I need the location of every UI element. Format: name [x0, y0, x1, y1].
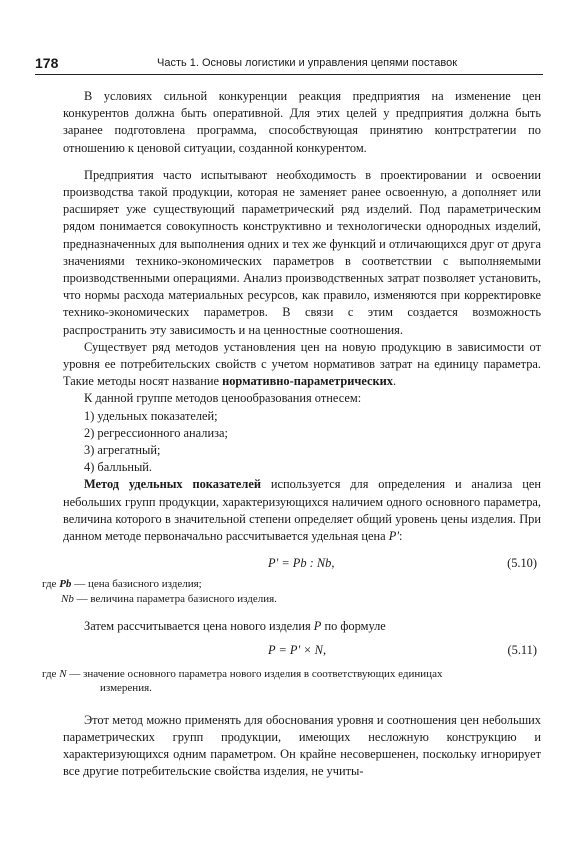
paragraph-5: Метод удельных показателей используется для определения и анализа цен небольших групп продукции, характеризующихся наличием одного основного параметра, величина которого в значительной степени определяет общий уровень цены изделия. При данном методе первоначально рассчитывается удельная цена P':	[63, 477, 541, 544]
formula-5-10	[63, 555, 541, 574]
formula-5-11-legend-line2: измерения.	[100, 682, 152, 695]
list-item: 3) агрегатный;	[84, 443, 161, 458]
paragraph-7: Этот метод можно применять для обоснования уровня и соотношения цен небольших параметрических групп продукции, имеющих несложную конструкцию и характеризующихся одним параметром. Он крайне несовершенен, поскольку игнорирует все другие потребительские свойства изделия, не учиты-	[63, 712, 541, 779]
paragraph-1: В условиях сильной конкуренции реакция предприятия на изменение цен конкурентов должна быть оперативной. Для этих целей у предприятия должна быть заранее подготовлена программа, способствующая принятию контрстратегии по отношению к ценовой ситуации, созданной конкурентом.	[63, 89, 541, 155]
formula-number: (5.10)	[507, 556, 537, 571]
formula-5-11	[63, 642, 541, 661]
page-header	[35, 56, 543, 75]
page-number: 178	[35, 55, 59, 71]
formula-number: (5.11)	[507, 642, 537, 657]
running-head: Часть 1. Основы логистики и управления цепями поставок	[157, 57, 458, 69]
page-body	[42, 88, 541, 781]
paragraph-3: Существует ряд методов установления цен на новую продукцию в зависимости от уровня ее потребительских свойств с учетом нормативов затрат на единицу параметра. Такие методы носят название нормативно-параметрических.	[63, 339, 541, 389]
formula-5-11-legend: где N — значение основного параметра нового изделия в соответствующих единицах	[42, 667, 443, 680]
formula-5-10-legend: где Pb — цена базисного изделия;	[42, 578, 202, 591]
term-specific-indicators: Метод удельных показателей	[84, 477, 261, 492]
list-item: 4) балльный.	[84, 460, 153, 475]
paragraph-2: Предприятия часто испытывают необходимость в проектировании и освоении производства такой продукции, которая не заменяет ранее освоенную, а дополняет или расширяет уже существующий параметрический ряд изделий. Под параметрическим рядом понимается совокупность конструктивно и технологически однородных изделий, предназначенных для выполнения одних и тех же функций и отличающихся друг от друга значениями технико-экономических параметров в соответствии с выполняемыми производственными операциями. Анализ производственных затрат позволяет установить, что нормы расхода материальных ресурсов, как правило, изменяются при корректировке технико-экономических параметров. В связи с этим создается возможность распространить эту зависимость и на ценностные соотношения.	[63, 167, 541, 337]
list-item: 1) удельных показателей;	[84, 408, 218, 423]
formula-expression: P = P' × N,	[268, 642, 327, 657]
formula-expression: P' = Pb : Nb,	[268, 556, 335, 571]
list-item: 2) регрессионного анализа;	[84, 425, 228, 440]
paragraph-4: К данной группе методов ценообразования отнесем:	[84, 391, 362, 406]
paragraph-6: Затем рассчитывается цена нового изделия P по формуле	[84, 619, 386, 634]
methods-list	[63, 408, 541, 477]
term-normative-parametric: нормативно-параметрических	[222, 374, 393, 389]
formula-5-10-legend-line2: Nb — величина параметра базисного изделия.	[61, 592, 277, 605]
